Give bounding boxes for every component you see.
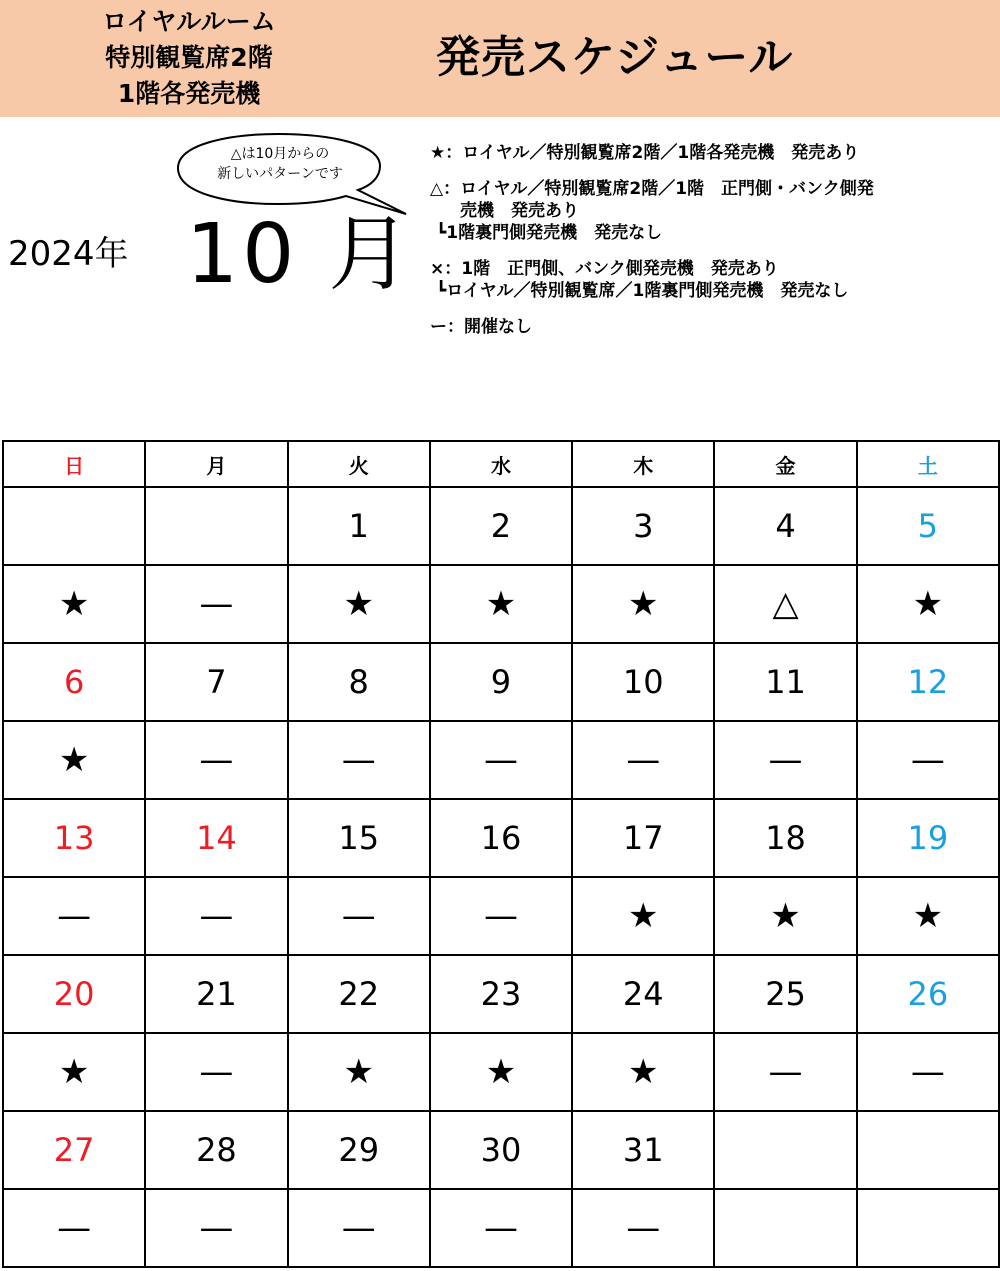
legend-star: ★：ロイヤル／特別観覧席2階／1階各発売機 発売あり [430, 143, 860, 163]
status-mark: △ [714, 565, 856, 643]
date-cell: 31 [572, 1111, 714, 1189]
venue-label [30, 4, 348, 112]
legend-triangle-cont: 売機 発売あり [460, 201, 579, 221]
bubble-line: 新しいパターンです [217, 166, 343, 182]
date-cell: 12 [857, 643, 999, 721]
date-cell [714, 1111, 856, 1189]
date-row [3, 1111, 999, 1189]
date-cell [145, 487, 287, 565]
date-row [3, 643, 999, 721]
date-cell: 18 [714, 799, 856, 877]
status-mark: — [714, 1033, 856, 1111]
status-row [3, 1189, 999, 1267]
status-mark: — [288, 877, 430, 955]
status-mark: ★ [3, 721, 145, 799]
date-cell: 22 [288, 955, 430, 1033]
venue-line: 特別観覧席2階 [105, 43, 273, 72]
bubble-line: △は10月からの [230, 146, 330, 162]
venue-line: 1階各発売機 [117, 79, 261, 108]
status-mark: — [145, 721, 287, 799]
status-mark: ★ [572, 877, 714, 955]
status-mark: — [857, 721, 999, 799]
status-mark [857, 1189, 999, 1267]
status-mark: ★ [288, 565, 430, 643]
date-cell: 30 [430, 1111, 572, 1189]
bubble-text [174, 144, 386, 184]
status-mark: ★ [857, 877, 999, 955]
date-cell: 28 [145, 1111, 287, 1189]
status-row [3, 721, 999, 799]
weekday-header: 月 [145, 441, 287, 487]
status-mark: — [145, 1189, 287, 1267]
status-mark: — [572, 721, 714, 799]
status-mark: ★ [3, 1033, 145, 1111]
status-row [3, 877, 999, 955]
status-mark: — [430, 877, 572, 955]
status-mark: — [288, 1189, 430, 1267]
venue-line: ロイヤルルーム [102, 7, 276, 36]
legend-cross: ×：1階 正門側、バンク側発売機 発売あり [430, 259, 779, 279]
date-cell: 25 [714, 955, 856, 1033]
status-mark: — [857, 1033, 999, 1111]
date-cell: 9 [430, 643, 572, 721]
legend-cross-note: ┗ロイヤル／特別観覧席／1階裏門側発売機 発売なし [436, 281, 849, 301]
date-cell: 23 [430, 955, 572, 1033]
status-mark: — [3, 877, 145, 955]
legend-triangle: △：ロイヤル／特別観覧席2階／1階 正門側・バンク側発 [430, 179, 874, 199]
status-mark: ★ [430, 565, 572, 643]
date-cell: 19 [857, 799, 999, 877]
weekday-header: 金 [714, 441, 856, 487]
weekday-header: 土 [857, 441, 999, 487]
date-row [3, 487, 999, 565]
date-cell: 4 [714, 487, 856, 565]
status-row [3, 565, 999, 643]
date-row [3, 799, 999, 877]
date-cell: 16 [430, 799, 572, 877]
status-mark: ★ [714, 877, 856, 955]
weekday-header: 日 [3, 441, 145, 487]
legend-dash: ー：開催なし [430, 317, 532, 337]
weekday-header: 火 [288, 441, 430, 487]
year-label: 2024年 [8, 234, 129, 274]
date-cell [857, 1111, 999, 1189]
weekday-header-row [3, 441, 999, 487]
date-cell: 5 [857, 487, 999, 565]
weekday-header: 水 [430, 441, 572, 487]
status-mark: ★ [430, 1033, 572, 1111]
date-cell: 26 [857, 955, 999, 1033]
date-cell: 1 [288, 487, 430, 565]
legend [430, 142, 990, 338]
status-mark: — [145, 565, 287, 643]
page-title: 発売スケジュール [436, 32, 794, 83]
date-cell: 10 [572, 643, 714, 721]
status-mark: — [714, 721, 856, 799]
status-row [3, 1033, 999, 1111]
status-mark: ★ [572, 565, 714, 643]
legend-triangle-note: ┗1階裏門側発売機 発売なし [436, 223, 663, 243]
date-cell: 20 [3, 955, 145, 1033]
status-mark: — [145, 877, 287, 955]
date-cell: 15 [288, 799, 430, 877]
date-cell: 6 [3, 643, 145, 721]
status-mark: — [430, 1189, 572, 1267]
date-cell: 14 [145, 799, 287, 877]
date-cell: 24 [572, 955, 714, 1033]
date-cell: 8 [288, 643, 430, 721]
month-label: 10 月 [186, 207, 415, 302]
status-mark: — [145, 1033, 287, 1111]
status-mark: — [3, 1189, 145, 1267]
date-cell: 27 [3, 1111, 145, 1189]
status-mark: ★ [857, 565, 999, 643]
date-cell: 3 [572, 487, 714, 565]
date-cell [3, 487, 145, 565]
date-row [3, 955, 999, 1033]
date-cell: 13 [3, 799, 145, 877]
date-cell: 2 [430, 487, 572, 565]
weekday-header: 木 [572, 441, 714, 487]
status-mark: ★ [572, 1033, 714, 1111]
status-mark: — [288, 721, 430, 799]
date-cell: 17 [572, 799, 714, 877]
status-mark: — [430, 721, 572, 799]
status-mark: — [572, 1189, 714, 1267]
date-cell: 11 [714, 643, 856, 721]
status-mark [714, 1189, 856, 1267]
date-cell: 21 [145, 955, 287, 1033]
date-cell: 7 [145, 643, 287, 721]
status-mark: ★ [288, 1033, 430, 1111]
calendar-table [2, 440, 1000, 1268]
status-mark: ★ [3, 565, 145, 643]
date-cell: 29 [288, 1111, 430, 1189]
